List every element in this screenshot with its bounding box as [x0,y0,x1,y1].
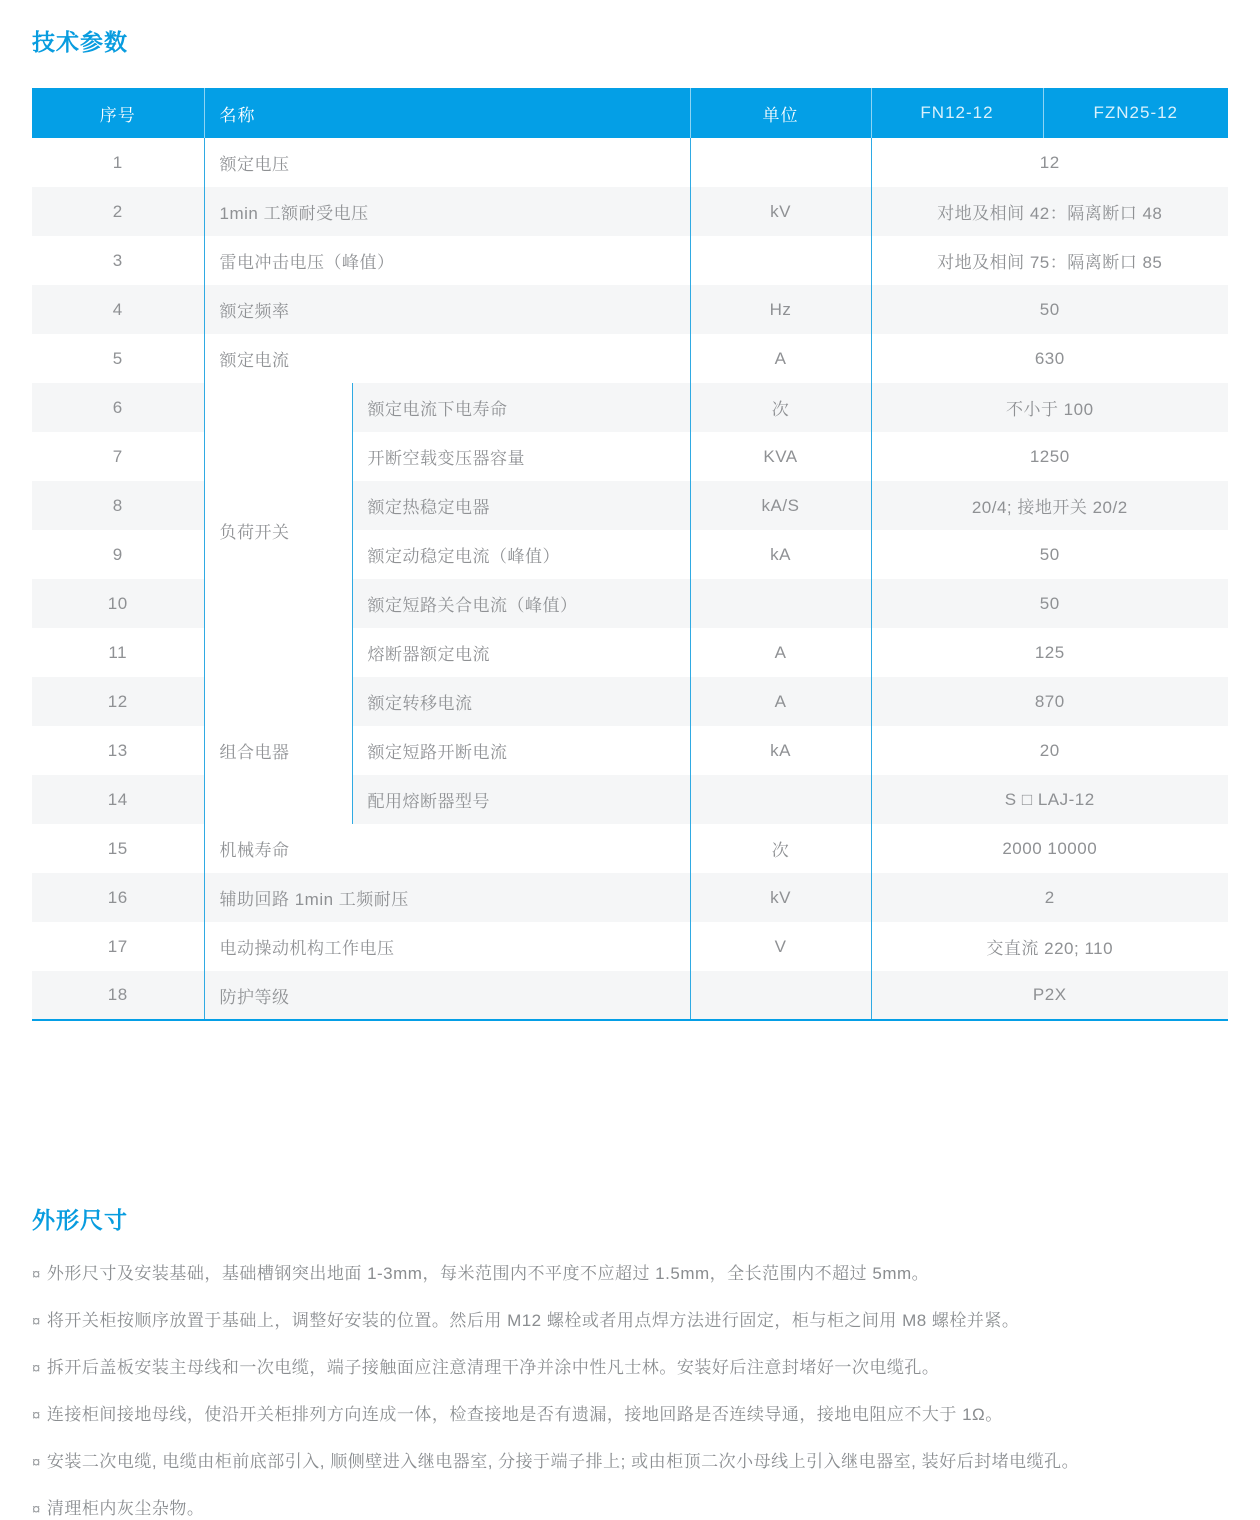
dimensions-section-title: 外形尺寸 [32,1207,128,1233]
header-name: 名称 [204,88,690,138]
param-name: 额定电压 [204,138,690,187]
param-value: 870 [871,677,1228,726]
table-row [32,187,1228,236]
row-index: 5 [32,334,204,383]
param-name: 额定短路开断电流 [352,726,690,775]
param-value: 交直流 220; 110 [871,922,1228,971]
param-value: 630 [871,334,1228,383]
param-name: 机械寿命 [204,824,690,873]
param-name: 额定转移电流 [352,677,690,726]
param-value: 对地及相间 75：隔离断口 85 [871,236,1228,285]
param-value: 对地及相间 42：隔离断口 48 [871,187,1228,236]
param-unit [690,138,871,187]
table-row [32,677,1228,726]
table-row [32,285,1228,334]
param-unit [690,775,871,824]
param-unit: kA [690,726,871,775]
bullet-icon: ¤ [32,1266,41,1283]
header-model-fzn25-12: FZN25-12 [1043,88,1228,138]
param-value: S □ LAJ-12 [871,775,1228,824]
row-index: 16 [32,873,204,922]
table-row [32,922,1228,971]
note-text: 清理柜内灰尘杂物。 [46,1499,205,1518]
param-value: 2 [871,873,1228,922]
param-name: 电动操动机构工作电压 [204,922,690,971]
row-index: 8 [32,481,204,530]
param-name: 额定热稳定电器 [352,481,690,530]
param-name: 配用熔断器型号 [352,775,690,824]
param-name: 额定电流 [204,334,690,383]
param-name: 额定短路关合电流（峰值） [352,579,690,628]
param-unit: kA/S [690,481,871,530]
param-value: 2000 10000 [871,824,1228,873]
table-row [32,971,1228,1020]
table-row [32,334,1228,383]
note-text: 安装二次电缆, 电缆由柜前底部引入, 顺侧壁进入继电器室, 分接于端子排上; 或由柜顶二次小母线上引入继电器室, 装好后封堵电缆孔。 [46,1452,1080,1471]
list-item [32,1499,1228,1520]
row-index: 10 [32,579,204,628]
row-index: 1 [32,138,204,187]
tech-section-title: 技术参数 [32,29,128,55]
row-index: 7 [32,432,204,481]
param-unit: KVA [690,432,871,481]
note-text: 将开关柜按顺序放置于基础上，调整好安装的位置。然后用 M12 螺栓或者用点焊方法进行固定，柜与柜之间用 M8 螺栓并紧。 [46,1311,1020,1330]
param-name: 1min 工额耐受电压 [204,187,690,236]
param-value: 50 [871,285,1228,334]
table-row [32,873,1228,922]
row-index: 13 [32,726,204,775]
param-unit: 次 [690,824,871,873]
row-index: 14 [32,775,204,824]
param-name: 雷电冲击电压（峰值） [204,236,690,285]
note-text: 拆开后盖板安装主母线和一次电缆，端子接触面应注意清理干净并涂中性凡士林。安装好后注意封堵好一次电缆孔。 [46,1358,940,1377]
row-index: 6 [32,383,204,432]
param-value: 20/4; 接地开关 20/2 [871,481,1228,530]
param-value: 125 [871,628,1228,677]
param-unit: A [690,628,871,677]
bullet-icon: ¤ [32,1360,41,1377]
param-value: 不小于 100 [871,383,1228,432]
param-unit [690,579,871,628]
param-name: 防护等级 [204,971,690,1020]
note-text: 外形尺寸及安装基础，基础槽钢突出地面 1-3mm，每米范围内不平度不应超过 1.5mm，全长范围内不超过 5mm。 [46,1264,930,1283]
list-item [32,1452,1228,1473]
param-unit: A [690,334,871,383]
header-unit: 单位 [690,88,871,138]
group-label-combined-apparatus: 组合电器 [204,677,352,824]
param-unit [690,971,871,1020]
param-unit: Hz [690,285,871,334]
param-unit: kV [690,873,871,922]
bullet-icon: ¤ [32,1313,41,1330]
param-unit: 次 [690,383,871,432]
row-index: 2 [32,187,204,236]
row-index: 9 [32,530,204,579]
row-index: 17 [32,922,204,971]
bullet-icon: ¤ [32,1454,41,1471]
installation-notes-list [32,1264,1228,1520]
param-name: 辅助回路 1min 工频耐压 [204,873,690,922]
param-value: 1250 [871,432,1228,481]
param-unit: V [690,922,871,971]
row-index: 12 [32,677,204,726]
header-index: 序号 [32,88,204,138]
row-index: 18 [32,971,204,1020]
list-item [32,1405,1228,1426]
param-unit [690,236,871,285]
param-value: P2X [871,971,1228,1020]
table-row [32,824,1228,873]
param-value: 50 [871,579,1228,628]
note-text: 连接柜间接地母线，使沿开关柜排列方向连成一体，检查接地是否有遗漏，接地回路是否连续导通，接地电阻应不大于 1Ω。 [46,1405,1003,1424]
list-item [32,1311,1228,1332]
list-item [32,1264,1228,1285]
param-value: 50 [871,530,1228,579]
row-index: 11 [32,628,204,677]
table-row [32,138,1228,187]
group-label-load-switch: 负荷开关 [204,383,352,677]
list-item [32,1358,1228,1379]
param-name: 额定动稳定电流（峰值） [352,530,690,579]
param-unit: A [690,677,871,726]
header-model-fn12-12: FN12-12 [871,88,1043,138]
param-name: 额定频率 [204,285,690,334]
param-unit: kV [690,187,871,236]
param-name: 熔断器额定电流 [352,628,690,677]
param-value: 12 [871,138,1228,187]
bullet-icon: ¤ [32,1501,41,1518]
tech-spec-table [32,88,1228,1021]
table-header-row [32,88,1228,138]
table-row [32,236,1228,285]
param-name: 额定电流下电寿命 [352,383,690,432]
param-unit: kA [690,530,871,579]
bullet-icon: ¤ [32,1407,41,1424]
param-value: 20 [871,726,1228,775]
row-index: 4 [32,285,204,334]
table-row [32,383,1228,432]
param-name: 开断空载变压器容量 [352,432,690,481]
row-index: 15 [32,824,204,873]
row-index: 3 [32,236,204,285]
